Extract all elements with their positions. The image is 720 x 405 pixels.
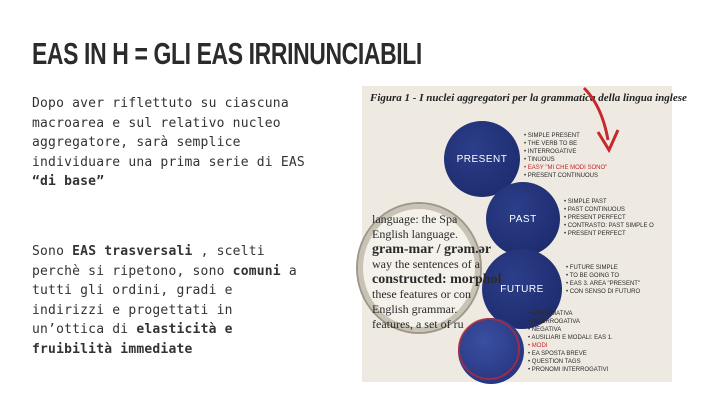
magnifier-line: features, a set of ru bbox=[372, 317, 464, 331]
bullet-item: • PRESENT CONTINUOUS bbox=[524, 172, 607, 180]
past-bullets bbox=[564, 198, 654, 238]
magnifier-line: English language. bbox=[372, 227, 458, 241]
red-circle-bottom-icon bbox=[454, 314, 524, 384]
bullet-item: • INTERROGATIVA bbox=[528, 318, 613, 326]
red-arrow-top-icon bbox=[574, 86, 634, 156]
bullet-item: • PAST CONTINUOUS bbox=[564, 206, 654, 214]
magnifier-line: constructed: morphol bbox=[372, 272, 502, 287]
bullet-item: • FUTURE SIMPLE bbox=[566, 264, 640, 272]
paragraph-intro-text: Dopo aver riflettuto su ciascuna macroarea e sul relativo nucleo aggregatore, sarà semplice individuare una prima serie di EAS bbox=[32, 96, 305, 170]
bullet-item: • PRONOMI INTERROGATIVI bbox=[528, 366, 613, 374]
magnifier-line: gram-mar / grəm.ər bbox=[372, 242, 492, 257]
future-bullets bbox=[566, 264, 640, 296]
p2-emphasis-transversal: EAS trasversali bbox=[72, 244, 193, 259]
magnifier-line: these features or con bbox=[372, 287, 471, 301]
bullet-item: • NEGATIVA bbox=[528, 326, 613, 334]
figure-caption: Figura 1 - I nuclei aggregatori per la grammatica della lingua inglese bbox=[370, 92, 687, 104]
p2-text-c: , scelti perchè si ripetono, sono bbox=[32, 244, 265, 279]
bullet-item: • CON SENSO DI FUTURO bbox=[566, 288, 640, 296]
bullet-item: • INTERROGATIVE bbox=[524, 148, 607, 156]
bullet-item: • TINUOUS bbox=[524, 156, 607, 164]
bullet-item: • EAS 3. AREA "PRESENT" bbox=[566, 280, 640, 288]
bullet-item: • TO BE GOING TO bbox=[566, 272, 640, 280]
bullet-item: • MODI bbox=[528, 342, 613, 350]
bullet-item: • CONTRASTO: PAST SIMPLE O bbox=[564, 222, 654, 230]
grammar-figure-image bbox=[362, 86, 687, 382]
present-circle: PRESENT bbox=[444, 121, 520, 197]
paragraph-intro-emphasis: “di base” bbox=[32, 174, 105, 189]
p2-emphasis-elasticity: elasticità e fruibilità immediate bbox=[32, 322, 233, 357]
bullet-item: • AUSILIARI E MODALI: EAS 1. bbox=[528, 334, 613, 342]
future-circle: FUTURE bbox=[482, 249, 562, 329]
magnifier-lens bbox=[358, 204, 502, 332]
bullet-item: • EASY "MI CHE MODI SONO" bbox=[524, 164, 607, 172]
p2-emphasis-comuni: comuni bbox=[232, 263, 281, 279]
p2-text-e: a tutti gli ordini, gradi e indirizzi e progettati in un’ottica di bbox=[32, 263, 297, 337]
p2-text-a: Sono bbox=[32, 244, 73, 259]
magnifier-line: English grammar. bbox=[372, 302, 458, 316]
bullet-item: • SIMPLE PRESENT bbox=[524, 132, 607, 140]
slide-title: EAS IN H = GLI EAS IRRINUNCIABILI bbox=[32, 36, 422, 71]
bullet-item: • EA SPOSTA BREVE bbox=[528, 350, 613, 358]
bullet-item: • AFFERMATIVA bbox=[528, 310, 613, 318]
magnifier-line: way the sentences of a bbox=[372, 257, 480, 271]
past-circle: PAST bbox=[486, 182, 560, 256]
bullet-item: • PRESENT PERFECT bbox=[564, 214, 654, 222]
paragraph-transversal bbox=[32, 242, 312, 359]
bullet-item: • QUESTION TAGS bbox=[528, 358, 613, 366]
bullet-item: • THE VERB TO BE bbox=[524, 140, 607, 148]
bullet-item: • PRESENT PERFECT bbox=[564, 230, 654, 238]
paragraph-intro bbox=[32, 94, 312, 192]
bullet-item: • SIMPLE PAST bbox=[564, 198, 654, 206]
bottom-bullets bbox=[528, 310, 613, 374]
magnifier-line: language: the Spa bbox=[372, 212, 458, 226]
